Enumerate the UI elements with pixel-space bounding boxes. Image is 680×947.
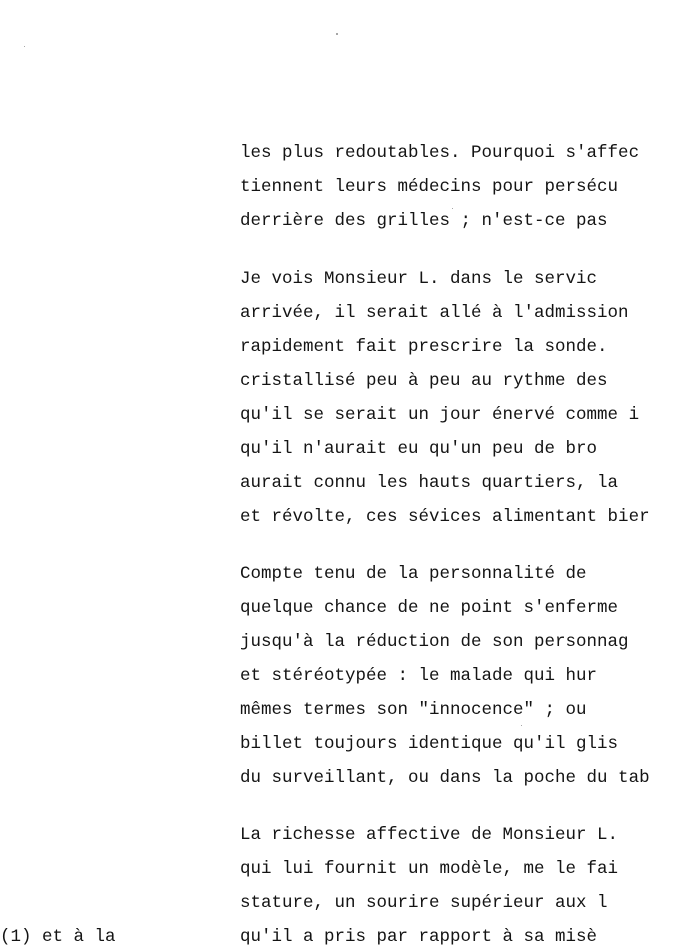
- footnote-fragment: (1) et à la: [0, 927, 116, 947]
- text-line: Je vois Monsieur L. dans le servic: [240, 269, 598, 289]
- text-line: rapidement fait prescrire la sonde.: [240, 337, 608, 357]
- text-line: billet toujours identique qu'il glis: [240, 734, 619, 754]
- text-line: du surveillant, ou dans la poche du tab: [240, 768, 650, 788]
- text-line: et stéréotypée : le malade qui hur: [240, 666, 598, 686]
- text-line: qu'il a pris par rapport à sa misè: [240, 927, 598, 947]
- text-line: stature, un sourire supérieur aux l: [240, 893, 608, 913]
- scan-speck: [521, 725, 522, 726]
- text-line: aurait connu les hauts quartiers, la: [240, 473, 619, 493]
- text-line: qu'il n'aurait eu qu'un peu de bro: [240, 439, 598, 459]
- text-line: quelque chance de ne point s'enferme: [240, 598, 619, 618]
- text-line: arrivée, il serait allé à l'admission: [240, 303, 629, 323]
- text-line: et révolte, ces sévices alimentant bier: [240, 507, 650, 527]
- text-line: qu'il se serait un jour énervé comme i: [240, 405, 640, 425]
- scan-speck: [452, 208, 453, 209]
- text-line: mêmes termes son "innocence" ; ou: [240, 700, 587, 720]
- text-line: jusqu'à la réduction de son personnag: [240, 632, 629, 652]
- text-line: cristallisé peu à peu au rythme des: [240, 371, 608, 391]
- text-line: tiennent leurs médecins pour persécu: [240, 177, 619, 197]
- text-line: les plus redoutables. Pourquoi s'affec: [240, 143, 640, 163]
- text-line: Compte tenu de la personnalité de: [240, 564, 587, 584]
- text-line: La richesse affective de Monsieur L.: [240, 825, 619, 845]
- text-line: qui lui fournit un modèle, me le fai: [240, 859, 619, 879]
- text-line: derrière des grilles ; n'est-ce pas: [240, 211, 608, 231]
- scan-speck: [336, 33, 338, 35]
- scan-speck: [24, 46, 25, 47]
